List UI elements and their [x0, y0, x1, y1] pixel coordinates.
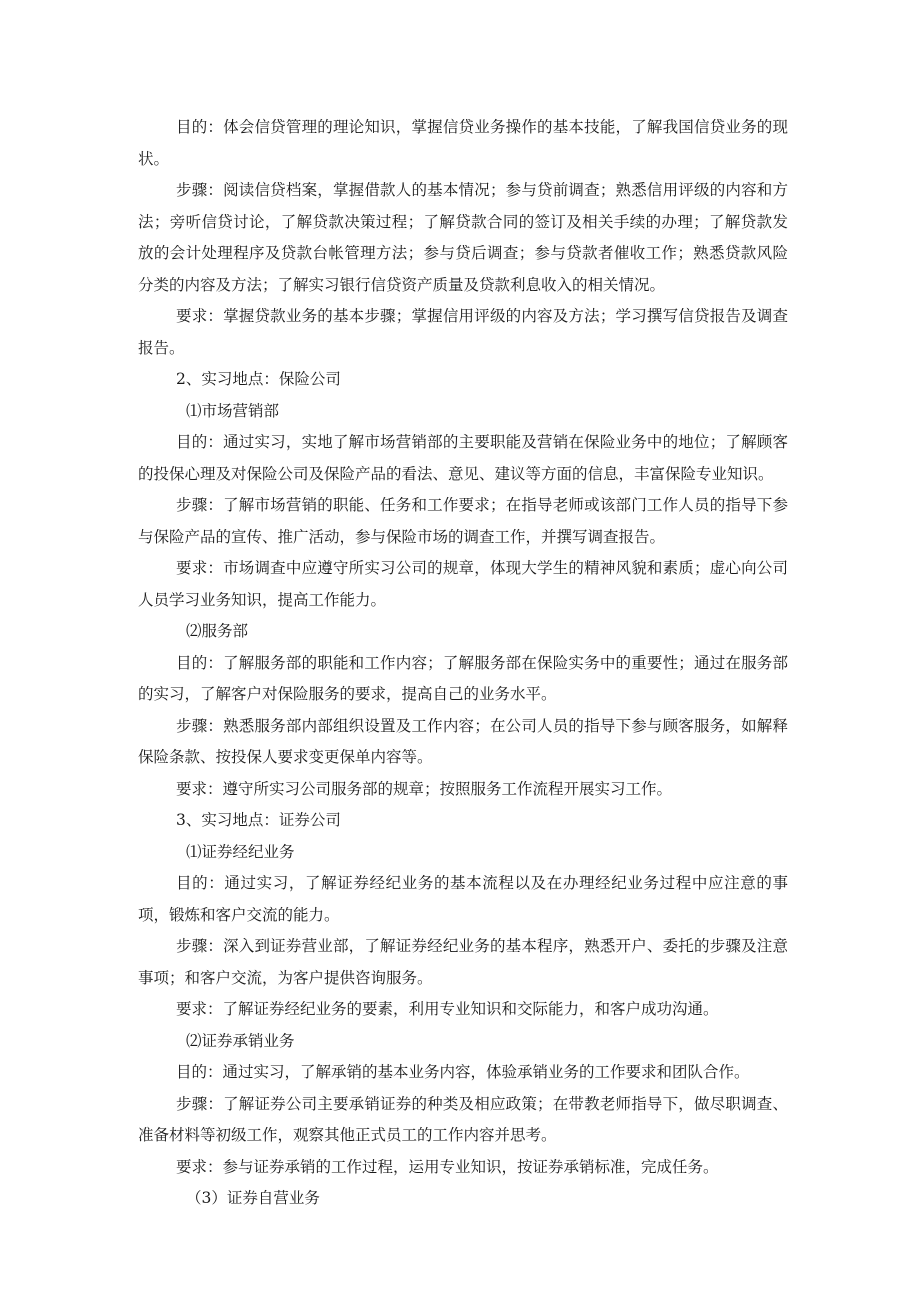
heading-securities-company: 3、实习地点：证券公司: [176, 811, 341, 829]
paragraph-underwriting-steps: 步骤：了解证券公司主要承销证券的种类及相应政策；在带教老师指导下，做尽职调查、准备材料等初级工作，观察其他正式员工的工作内容并思考。: [138, 1094, 788, 1144]
paragraph-credit-purpose: 目的：体会信贷管理的理论知识，掌握信贷业务操作的基本技能，了解我国信贷业务的现状。: [138, 118, 788, 168]
paragraph-underwriting-requirements: 要求：参与证券承销的工作过程，运用专业知识，按证券承销标准，完成任务。: [176, 1157, 719, 1176]
document-body: [138, 112, 788, 1215]
paragraph-credit-steps: 步骤：阅读信贷档案，掌握借款人的基本情况；参与贷前调查；熟悉信用评级的内容和方法；旁听信贷讨论，了解贷款决策过程；了解贷款合同的签订及相关手续的办理；了解贷款发放的会计处理程序及贷款台帐管理方法；参与贷后调查；参与贷款者催收工作；熟悉贷款风险分类的内容及方法；了解实习银行信贷资产质量及贷款利息收入的相关情况。: [138, 181, 788, 294]
paragraph-service-steps: 步骤：熟悉服务部内部组织设置及工作内容；在公司人员的指导下参与顾客服务，如解释保险条款、按投保人要求变更保单内容等。: [138, 716, 788, 766]
subheading-proprietary-trading: （3）证券自营业务: [186, 1189, 320, 1207]
subheading-underwriting: ⑵证券承销业务: [186, 1031, 295, 1050]
subheading-service-department: ⑵服务部: [186, 622, 249, 640]
subheading-marketing-department: ⑴市场营销部: [186, 401, 280, 420]
paragraph-brokerage-requirements: 要求：了解证券经纪业务的要素，利用专业知识和交际能力，和客户成功沟通。: [176, 1000, 719, 1018]
paragraph-service-purpose: 目的：了解服务部的职能和工作内容；了解服务部在保险实务中的重要性；通过在服务部的实习，了解客户对保险服务的要求，提高自己的业务水平。: [138, 653, 788, 703]
paragraph-credit-requirements: 要求：掌握贷款业务的基本步骤；掌握信用评级的内容及方法；学习撰写信贷报告及调查报告。: [138, 307, 788, 357]
paragraph-marketing-purpose: 目的：通过实习，实地了解市场营销部的主要职能及营销在保险业务中的地位；了解顾客的投保心理及对保险公司及保险产品的看法、意见、建议等方面的信息，丰富保险专业知识。: [138, 433, 788, 483]
heading-insurance-company: 2、实习地点：保险公司: [176, 370, 341, 388]
paragraph-service-requirements: 要求：遵守所实习公司服务部的规章；按照服务工作流程开展实习工作。: [176, 779, 673, 798]
paragraph-marketing-steps: 步骤：了解市场营销的职能、任务和工作要求；在指导老师或该部门工作人员的指导下参与保险产品的宣传、推广活动，参与保险市场的调查工作，并撰写调查报告。: [138, 496, 788, 546]
paragraph-brokerage-purpose: 目的：通过实习，了解证券经纪业务的基本流程以及在办理经纪业务过程中应注意的事项，锻炼和客户交流的能力。: [138, 874, 788, 924]
paragraph-marketing-requirements: 要求：市场调查中应遵守所实习公司的规章，体现大学生的精神风貌和素质；虚心向公司人员学习业务知识，提高工作能力。: [138, 559, 788, 609]
paragraph-brokerage-steps: 步骤：深入到证券营业部，了解证券经纪业务的基本程序，熟悉开户、委托的步骤及注意事项；和客户交流，为客户提供咨询服务。: [138, 937, 788, 987]
subheading-brokerage: ⑴证券经纪业务: [186, 842, 295, 861]
paragraph-underwriting-purpose: 目的：通过实习，了解承销的基本业务内容，体验承销业务的工作要求和团队合作。: [176, 1063, 750, 1081]
